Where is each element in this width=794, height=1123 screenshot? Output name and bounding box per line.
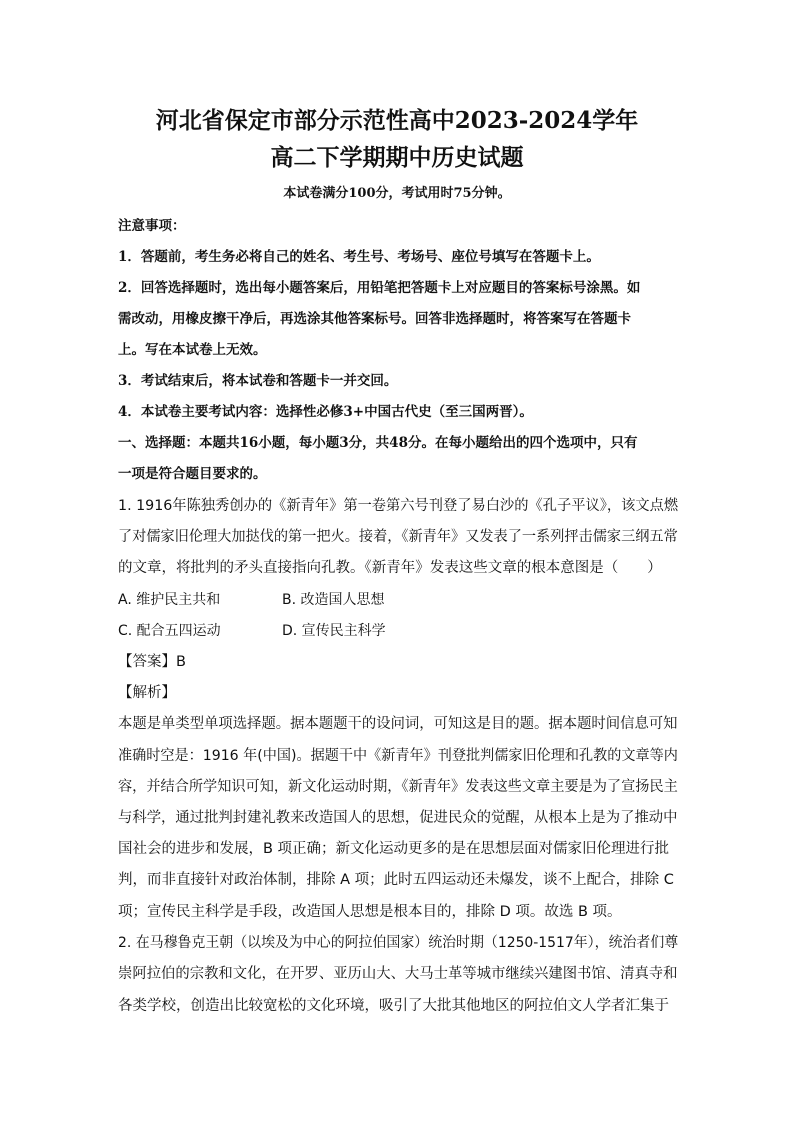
note-line: 1．答题前，考生务必将自己的姓名、考生号、考场号、座位号填写在答题卡上。 [118,249,600,265]
document-title-line-1: 河北省保定市部分示范性高中2023-2024学年 [155,107,639,134]
note-line: 2．回答选择题时，选出每小题答案后，用铅笔把答题卡上对应题目的答案标号涂黑。如 [118,280,641,296]
section-heading: 一、选择题：本题共16小题，每小题3分，共48分。在每小题给出的四个选项中，只有 [118,435,638,451]
analysis-line: 与科学，通过批判封建礼教来改造国人的思想，促进民众的觉醒，从根本上是为了推动中 [118,810,678,826]
question-1-stem: 了对儒家旧伦理大加挞伐的第一把火。接着，《新青年》又发表了一系列抨击儒家三纲五常 [118,529,678,545]
question-1-option-d: D. 宣传民主科学 [282,623,386,639]
analysis-line: 判，而非直接针对政治体制，排除 A 项；此时五四运动还未爆发，谈不上配合，排除 C [118,872,674,888]
analysis-line: 准确时空是：1916 年(中国)。据题干中《新青年》刊登批判儒家旧伦理和孔教的文章等内 [118,748,678,764]
question-1-stem: 1. 1916年陈独秀创办的《新青年》第一卷第六号刊登了易白沙的《孔子平议》，该文点燃 [118,498,679,514]
analysis-line: 本题是单类型单项选择题。据本题题干的设问词，可知这是目的题。据本题时间信息可知 [118,716,678,732]
question-1-option-b: B. 改造国人思想 [282,592,385,608]
notes-heading: 注意事项： [118,218,186,234]
section-heading-cont: 一项是符合题目要求的。 [118,466,267,482]
question-2-stem: 2. 在马穆鲁克王朝（以埃及为中心的阿拉伯国家）统治时期（1250-1517年），统治者们尊 [118,935,679,951]
question-1-stem: 的文章，将批判的矛头直接指向孔教。《新青年》发表这些文章的根本意图是（ ） [118,560,662,576]
analysis-line: 容，并结合所学知识可知，新文化运动时期，《新青年》发表这些文章主要是为了宣扬民主 [118,779,678,795]
note-line: 需改动，用橡皮擦干净后，再选涂其他答案标号。回答非选择题时，将答案写在答题卡 [118,311,631,327]
analysis-line: 项；宣传民主科学是手段，改造国人思想是根本目的，排除 D 项。故选 B 项。 [118,904,622,920]
question-2-stem: 各类学校，创造出比较宽松的文化环境，吸引了大批其他地区的阿拉伯文人学者汇集于 [118,998,669,1014]
question-1-analysis-label: 【解析】 [118,685,176,701]
question-1-option-a: A. 维护民主共和 [118,592,221,608]
question-1-option-c: C. 配合五四运动 [118,623,221,639]
note-line: 4．本试卷主要考试内容：选择性必修3+中国古代史（至三国两晋）。 [118,404,533,420]
document-title-line-2: 高二下学期期中历史试题 [270,144,524,171]
question-1-answer: 【答案】B [118,654,186,670]
analysis-line: 国社会的进步和发展，B 项正确；新文化运动更多的是在思想层面对儒家旧伦理进行批 [118,841,670,857]
note-line: 上。写在本试卷上无效。 [118,342,267,358]
note-line: 3．考试结束后，将本试卷和答题卡一并交回。 [118,373,398,389]
question-2-stem: 崇阿拉伯的宗教和文化，在开罗、亚历山大、大马士革等城市继续兴建图书馆、清真寺和 [118,966,678,982]
exam-info: 本试卷满分100分，考试用时75分钟。 [283,186,511,201]
